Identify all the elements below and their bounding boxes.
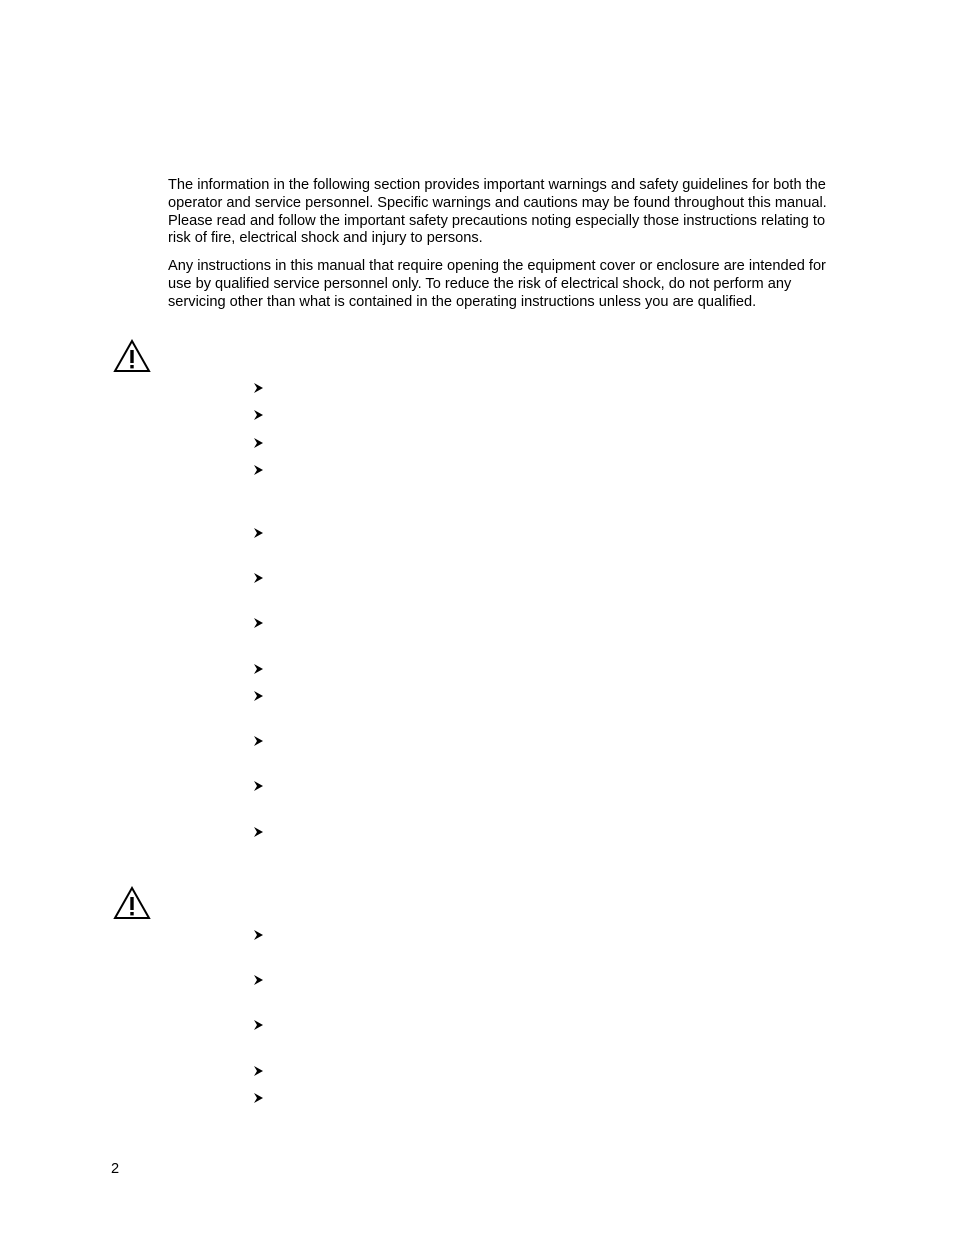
arrowhead-bullet-icon xyxy=(251,973,265,987)
arrowhead-bullet-icon xyxy=(251,779,265,793)
intro-paragraph-2: Any instructions in this manual that require opening the equipment cover or enclosure are intended for use by qualified service personnel only. To reduce the risk of electrical shock, do not perform any servicing other than what is contained in the operating instructions unless you are qualified. xyxy=(168,258,826,310)
warning-triangle-icon xyxy=(113,886,151,920)
arrowhead-bullet-icon xyxy=(251,1018,265,1032)
arrowhead-bullet-icon xyxy=(251,436,265,450)
arrowhead-bullet-icon xyxy=(251,928,265,942)
arrowhead-bullet-icon xyxy=(251,689,265,703)
arrowhead-bullet-icon xyxy=(251,616,265,630)
arrowhead-bullet-icon xyxy=(251,526,265,540)
arrowhead-bullet-icon xyxy=(251,381,265,395)
arrowhead-bullet-icon xyxy=(251,463,265,477)
page-number: 2 xyxy=(111,1161,120,1177)
arrowhead-bullet-icon xyxy=(251,571,265,585)
arrowhead-bullet-icon xyxy=(251,825,265,839)
arrowhead-bullet-icon xyxy=(251,1064,265,1078)
arrowhead-bullet-icon xyxy=(251,662,265,676)
intro-paragraph-1: The information in the following section provides important warnings and safety guidelines for both the operator and service personnel. Specific warnings and cautions may be found throughout this manual. Please read and follow the important safety precautions noting especially those instructions relating to risk of fire, electrical shock and injury to persons. xyxy=(168,177,827,247)
arrowhead-bullet-icon xyxy=(251,1091,265,1105)
arrowhead-bullet-icon xyxy=(251,408,265,422)
arrowhead-bullet-icon xyxy=(251,734,265,748)
warning-triangle-icon xyxy=(113,339,151,373)
